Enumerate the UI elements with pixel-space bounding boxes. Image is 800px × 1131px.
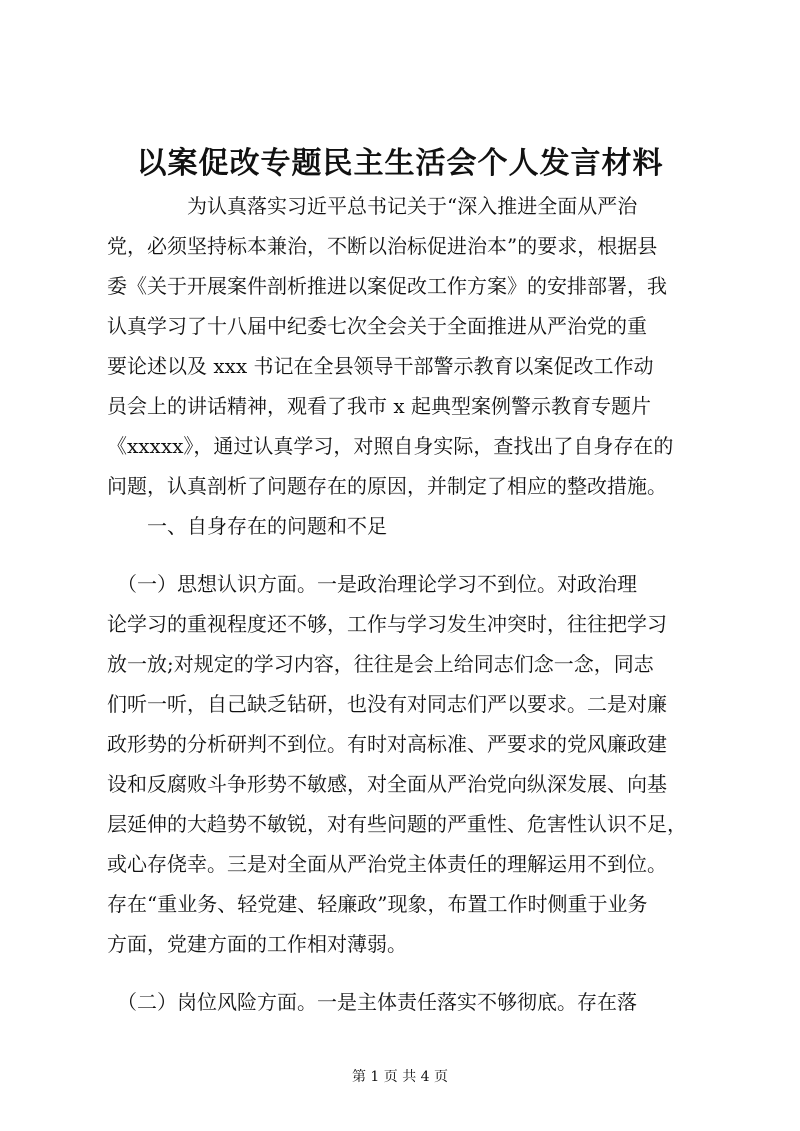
text-line: 认真学习了十八届中纪委七次全会关于全面推进从严治党的重	[107, 314, 647, 338]
text-line: 为认真落实习近平总书记关于“深入推进全面从严治	[107, 194, 638, 218]
text-line: 员会上的讲话精神，观看了我市 x 起典型案例警示教育专题片	[107, 394, 651, 418]
subsection-two-paragraph	[107, 982, 707, 1022]
text-line: 们听一听，自己缺乏钻研，也没有对同志们严以要求。二是对廉	[107, 692, 667, 716]
text-line: 层延伸的大趋势不敏锐，对有些问题的严重性、危害性认识不足，	[107, 812, 687, 836]
text-line: 设和反腐败斗争形势不敏感，对全面从严治党向纵深发展、向基	[107, 772, 667, 796]
text-line: 委《关于开展案件剖析推进以案促改工作方案》的安排部署，我	[107, 274, 667, 298]
text-line: 或心存侥幸。三是对全面从严治党主体责任的理解运用不到位。	[107, 852, 667, 876]
text-line: 《xxxxx》，通过认真学习，对照自身实际，查找出了自身存在的	[107, 434, 674, 458]
paragraph-spacer	[107, 964, 707, 982]
text-line: 党，必须坚持标本兼治，不断以治标促进治本”的要求，根据县	[107, 234, 658, 258]
text-line: 要论述以及 xxx 书记在全县领导干部警示教育以案促改工作动	[107, 354, 654, 378]
text-line: 放一放;对规定的学习内容，往往是会上给同志们念一念，同志	[107, 652, 654, 676]
text-line: （二）岗位风险方面。一是主体责任落实不够彻底。存在落	[107, 990, 637, 1014]
subsection-one-paragraph	[107, 564, 707, 964]
text-line: 方面，党建方面的工作相对薄弱。	[107, 932, 407, 956]
page-number-footer: 第 1 页 共 4 页	[351, 1069, 449, 1085]
paragraph-spacer	[107, 546, 707, 564]
text-line: 问题，认真剖析了问题存在的原因，并制定了相应的整改措施。	[107, 474, 667, 498]
text-line: （一）思想认识方面。一是政治理论学习不到位。对政治理	[107, 572, 637, 596]
text-line: 政形势的分析研判不到位。有时对高标准、严要求的党风廉政建	[107, 732, 667, 756]
text-line: 存在“重业务、轻党建、轻廉政”现象，布置工作时侧重于业务	[107, 892, 648, 916]
document-title: 以案促改专题民主生活会个人发言材料	[136, 146, 664, 181]
text-line: 论学习的重视程度还不够，工作与学习发生冲突时，往往把学习	[107, 612, 667, 636]
section-heading: 一、自身存在的问题和不足	[107, 514, 387, 538]
document-body	[107, 186, 707, 1022]
intro-paragraph	[107, 186, 707, 506]
